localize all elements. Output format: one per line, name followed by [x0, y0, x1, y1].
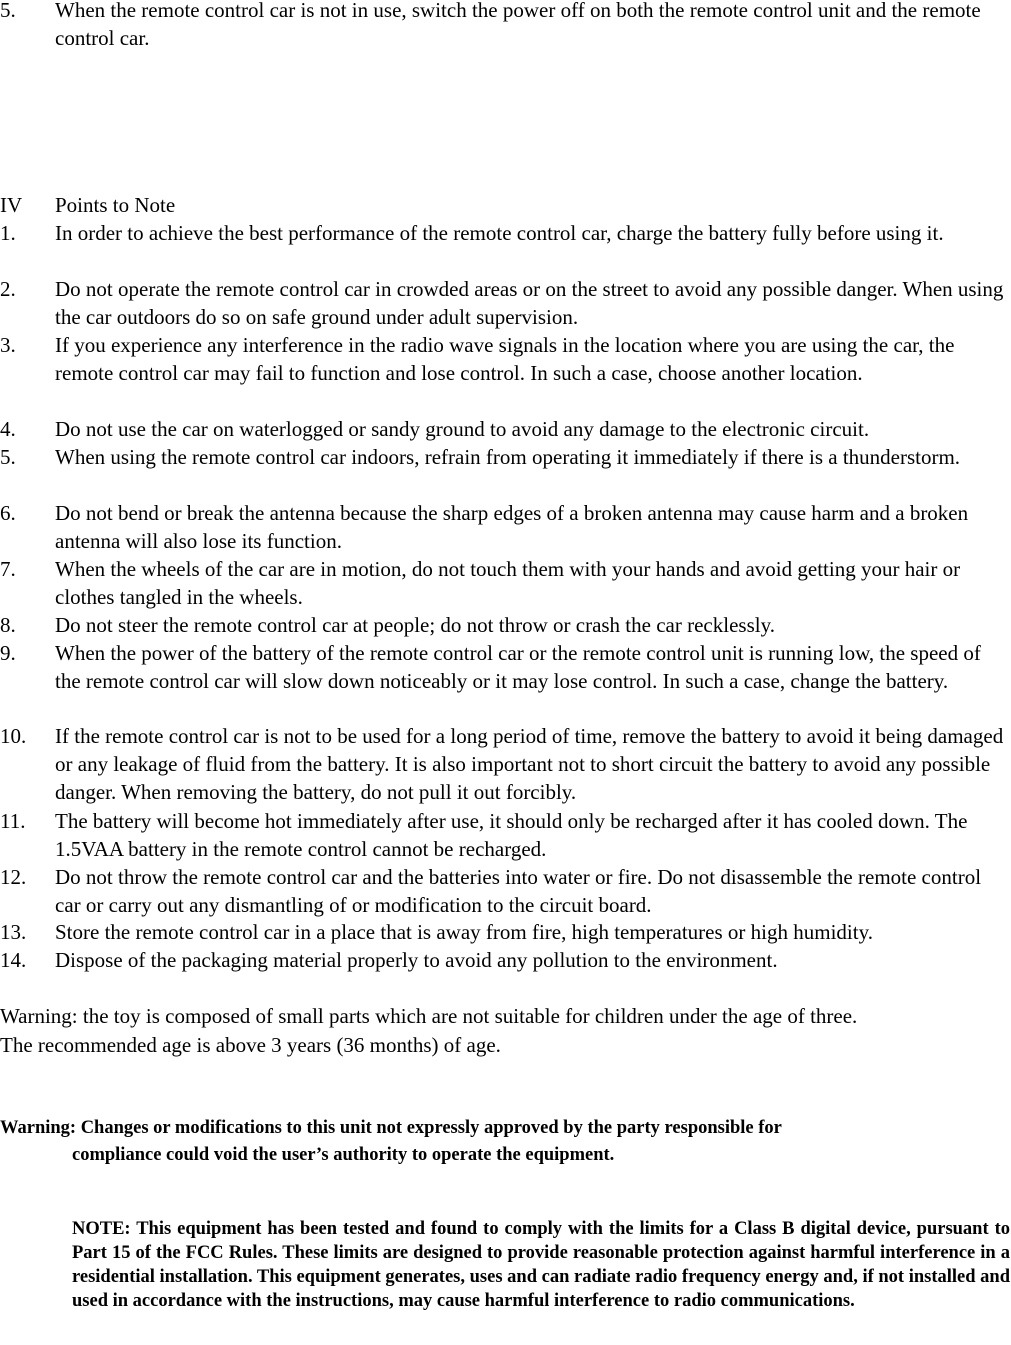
list-number: 12. [0, 865, 27, 889]
list-text: Do not throw the remote control car and the batteries into water or fire. Do not disassemble the remote control car or carry out any dismantling of or modification to the circuit board. [55, 865, 982, 917]
list-number: 9. [0, 641, 16, 665]
list-text: When the power of the battery of the remote control car or the remote control unit is running low, the speed of the remote control car will slow down noticeably or it may lose control. In such a case, change the battery. [55, 641, 981, 693]
list-number: 1. [0, 221, 16, 245]
age-warning-line-1: Warning: the toy is composed of small parts which are not suitable for children under the age of three. [0, 1004, 858, 1028]
list-item [0, 499, 1008, 555]
list-number: 5. [0, 0, 16, 22]
section-numeral: IV [0, 193, 23, 217]
list-number: 10. [0, 724, 27, 748]
list-text: If you experience any interference in the radio wave signals in the location where you are using the car, the remote control car may fail to function and lose control. In such a case, choose another location. [55, 333, 955, 385]
list-text: Do not bend or break the antenna because the sharp edges of a broken antenna may cause harm and a broken antenna will also lose its function. [55, 501, 969, 553]
list-text: The battery will become hot immediately after use, it should only be recharged after it has cooled down. The 1.5VAA battery in the remote control cannot be recharged. [55, 809, 968, 861]
list-item [0, 946, 1008, 974]
list-item [0, 415, 1008, 443]
section-title: Points to Note [55, 193, 176, 217]
list-text: In order to achieve the best performance of the remote control car, charge the battery fully before using it. [55, 221, 944, 245]
list-item [0, 722, 1008, 806]
fcc-warning-lead: Warning: Changes or modifications to this unit not expressly approved by the party responsible for [0, 1118, 782, 1138]
list-item [0, 443, 1008, 471]
list-number: 2. [0, 277, 16, 301]
list-number: 14. [0, 948, 27, 972]
list-number: 4. [0, 417, 16, 441]
list-number: 8. [0, 613, 16, 637]
list-text: Do not steer the remote control car at people; do not throw or crash the car recklessly. [55, 613, 775, 637]
list-number: 3. [0, 333, 16, 357]
list-text: When the remote control car is not in use, switch the power off on both the remote control unit and the remote control car. [55, 0, 981, 50]
list-item [0, 918, 1008, 946]
fcc-warning [0, 1115, 1000, 1169]
list-number: 6. [0, 501, 16, 525]
list-text: When the wheels of the car are in motion, do not touch them with your hands and avoid getting your hair or clothes tangled in the wheels. [55, 557, 961, 609]
list-item [0, 275, 1008, 331]
section-heading [0, 191, 1008, 219]
list-text: Do not operate the remote control car in crowded areas or on the street to avoid any possible danger. When using the car outdoors do so on safe ground under adult supervision. [55, 277, 1004, 329]
list-text: Do not use the car on waterlogged or sandy ground to avoid any damage to the electronic circuit. [55, 417, 870, 441]
list-number: 5. [0, 445, 16, 469]
list-item [0, 331, 1008, 387]
list-number: 7. [0, 557, 16, 581]
list-text: If the remote control car is not to be used for a long period of time, remove the battery to avoid it being damaged or any leakage of fluid from the battery. It is also important not to short circuit the battery to avoid any possible danger. When removing the battery, do not pull it out forcibly. [55, 724, 1004, 804]
fcc-note: NOTE: This equipment has been tested and found to comply with the limits for a Class B digital device, pursuant to Part 15 of the FCC Rules. These limits are designed to provide reasonable protection against harmful interference in a residential installation. This equipment generates, uses and can radiate radio frequency energy and, if not installed and used in accordance with the instructions, may cause harmful interference to radio communications. [72, 1219, 1010, 1311]
list-text: Store the remote control car in a place that is away from fire, high temperatures or high humidity. [55, 920, 873, 944]
list-item [0, 611, 1008, 639]
list-item [0, 639, 1008, 695]
list-item-top-5 [0, 0, 1008, 52]
list-item [0, 555, 1008, 611]
fcc-warning-continuation: compliance could void the user’s authority to operate the equipment. [72, 1145, 615, 1165]
list-item [0, 219, 1008, 247]
list-item [0, 807, 1008, 863]
age-warning-line-2: The recommended age is above 3 years (36 months) of age. [0, 1033, 501, 1057]
list-number: 13. [0, 920, 27, 944]
list-number: 11. [0, 809, 26, 833]
list-text: When using the remote control car indoors, refrain from operating it immediately if there is a thunderstorm. [55, 445, 961, 469]
list-text: Dispose of the packaging material properly to avoid any pollution to the environment. [55, 948, 778, 972]
list-item [0, 863, 1008, 919]
